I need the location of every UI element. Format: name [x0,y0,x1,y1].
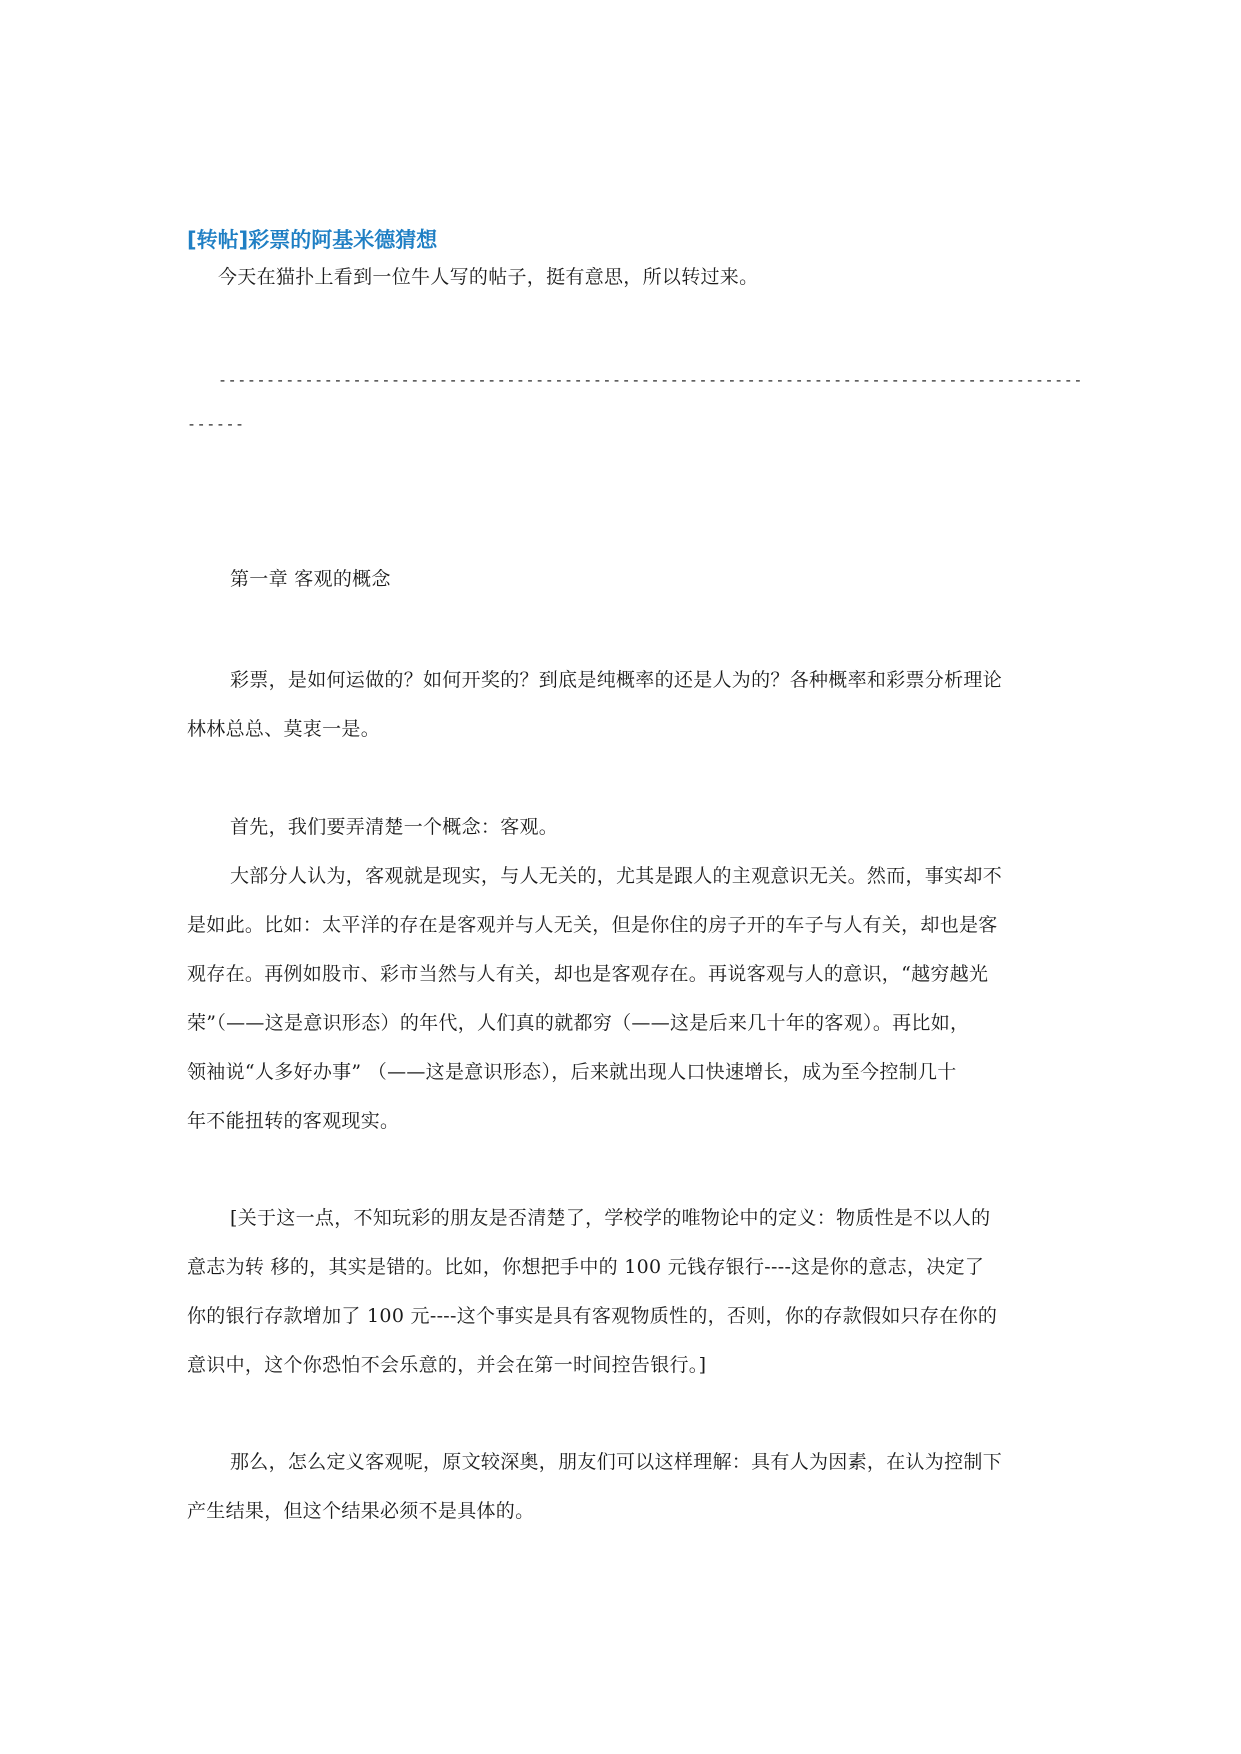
separator-line-1: ------------------------------------------------------------------------------------------ [218,371,1083,389]
paragraph-5-line-1: 那么，怎么定义客观呢，原文较深奥，朋友们可以这样理解：具有人为因素，在认为控制下 [230,1451,1003,1473]
chapter-heading: 第一章 客观的概念 [230,568,391,590]
paragraph-4-line-2: 意志为转 移的，其实是错的。比如，你想把手中的 100 元钱存银行----这是你的意志，决定了 [187,1256,985,1278]
paragraph-3-line-5: 领袖说“人多好办事” （——这是意识形态），后来就出现人口快速增长，成为至今控制几十 [187,1061,957,1083]
paragraph-5-line-2: 产生结果，但这个结果必须不是具体的。 [187,1500,535,1522]
paragraph-4-line-4: 意识中，这个你恐怕不会乐意的，并会在第一时间控告银行。] [187,1354,707,1376]
paragraph-4-line-1: [关于这一点，不知玩彩的朋友是否清楚了，学校学的唯物论中的定义：物质性是不以人的 [230,1207,991,1229]
paragraph-1-line-1: 彩票，是如何运做的？如何开奖的？到底是纯概率的还是人为的？各种概率和彩票分析理论 [230,669,1003,691]
post-title: [转帖]彩票的阿基米德猜想 [187,228,438,252]
paragraph-3-line-2: 是如此。比如：太平洋的存在是客观并与人无关，但是你住的房子开的车子与人有关，却也是客 [187,914,998,936]
intro-line: 今天在猫扑上看到一位牛人写的帖子，挺有意思，所以转过来。 [218,266,759,288]
paragraph-3-line-1: 大部分人认为，客观就是现实，与人无关的，尤其是跟人的主观意识无关。然而，事实却不 [230,865,1003,887]
paragraph-3-line-3: 观存在。再例如股市、彩市当然与人有关，却也是客观存在。再说客观与人的意识，“越穷越光 [187,963,989,985]
separator-line-2: ------ [187,415,245,433]
paragraph-3-line-6: 年不能扭转的客观现实。 [187,1110,400,1132]
paragraph-1-line-2: 林林总总、莫衷一是。 [187,718,381,740]
paragraph-2-line-1: 首先，我们要弄清楚一个概念：客观。 [230,816,559,838]
paragraph-4-line-3: 你的银行存款增加了 100 元----这个事实是具有客观物质性的，否则，你的存款假如只存在你的 [187,1305,998,1327]
paragraph-3-line-4: 荣”（——这是意识形态）的年代，人们真的就都穷（——这是后来几十年的客观）。再比如， [187,1012,970,1034]
